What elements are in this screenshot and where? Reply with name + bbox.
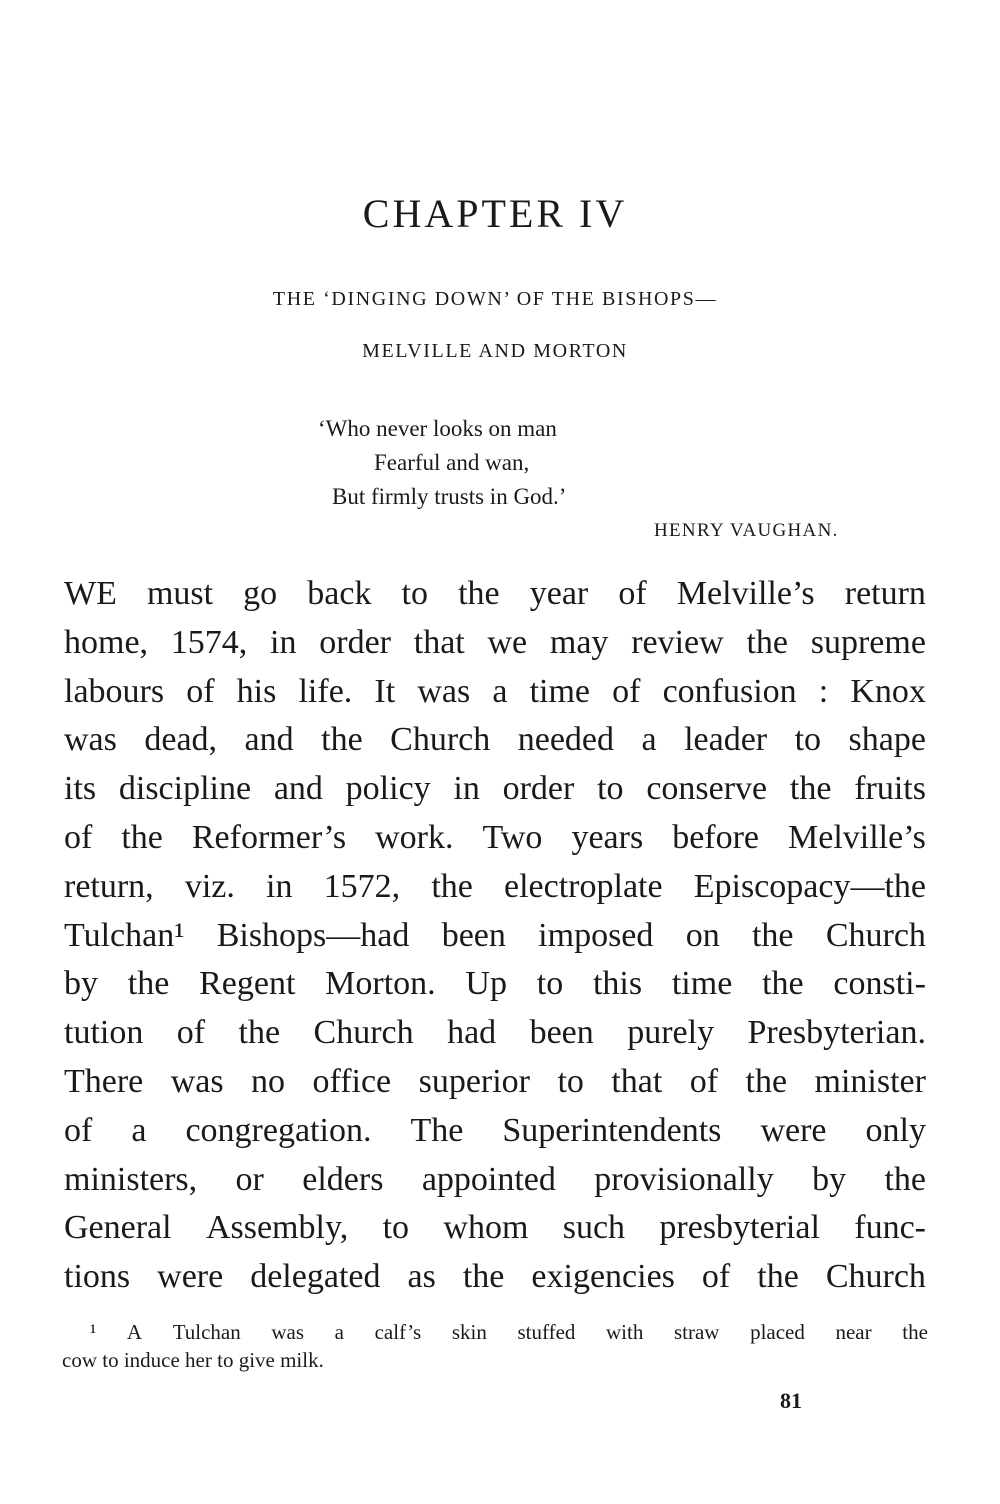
word: may [549,623,609,661]
word: years [571,818,644,856]
word: There [64,1062,144,1100]
word: was [170,1062,224,1100]
word: life. [298,672,353,710]
word: the [431,867,473,905]
word: order [319,623,391,661]
word: tions [64,1258,131,1296]
epigraph-attribution: HENRY VAUGHAN. [654,520,839,541]
word: the [902,1320,928,1344]
word: imposed [538,916,654,954]
word: the [238,1014,281,1052]
word: the [462,1258,505,1296]
word: Knox [850,672,926,710]
word: Two [482,818,543,856]
word: viz. [184,867,235,905]
word: : [818,672,829,710]
chapter-subtitle-line-1: THE ‘DINGING DOWN’ OF THE BISHOPS— [272,288,718,310]
word: in [270,623,297,661]
word: near [835,1320,872,1344]
word: were [760,1111,827,1149]
word: presbyterial [659,1209,820,1247]
word: to [597,770,624,808]
word: its [64,770,97,808]
body-line [64,1009,926,1058]
word: Church [825,1258,926,1296]
word: Morton. [325,965,436,1003]
word: the [121,818,163,856]
word: the [746,623,788,661]
word: elders [302,1160,384,1198]
word: appointed [421,1160,556,1198]
word: discipline [118,770,252,808]
word: on [685,916,720,954]
word: A [126,1320,143,1344]
word: Up [465,965,507,1003]
word: order [502,770,575,808]
footnote-line [62,1318,928,1346]
word: had [447,1014,497,1052]
word: 1574, [170,623,248,661]
word: such [562,1209,626,1247]
chapter-subtitle-line-2: MELVILLE AND MORTON [362,340,628,362]
word: Presbyterian. [747,1014,926,1052]
word: 1572, [323,867,401,905]
body-line [64,1156,926,1205]
word: minister [814,1062,926,1100]
epigraph-line: But firmly trusts in God.’ [332,484,567,509]
word: Regent [199,965,296,1003]
word: a [492,672,508,710]
word: to [536,965,564,1003]
epigraph-line: Fearful and wan, [374,450,530,475]
word: superior [418,1062,531,1100]
word: The [410,1111,464,1149]
word: of [64,818,93,856]
word: General [64,1209,172,1247]
word: of [618,575,647,612]
word: skin [451,1320,487,1344]
word: Melville’s [788,818,926,856]
body-line [64,1204,926,1253]
word: or [235,1160,264,1198]
word: the [458,575,500,612]
body-line [64,668,926,717]
word: It [374,672,396,710]
word: to [382,1209,410,1247]
body-line [64,765,926,814]
word: only [865,1111,926,1149]
word: back [307,575,372,612]
word: Tulchan [172,1320,241,1344]
word: Melville’s [676,575,815,612]
word: of [612,672,641,710]
word: conserve [646,770,768,808]
word: the [789,770,832,808]
word: Church [825,916,926,954]
word: WE [64,575,117,612]
body-line [64,619,926,668]
footnote [62,1318,928,1374]
epigraph-line: ‘Who never looks on man [318,416,557,441]
word: exigencies [531,1258,675,1296]
word: a [131,1111,147,1149]
word: calf’s [374,1320,422,1344]
word: Church [390,721,491,759]
word: purely [627,1014,715,1052]
body-line [64,1058,926,1107]
word: return, [64,867,154,905]
word: consti- [833,965,926,1003]
word: Superintendents [502,1111,722,1149]
word: needed [517,721,615,759]
word: the [762,965,804,1003]
word: to [794,721,822,759]
word: go [243,575,278,612]
word: to [401,575,428,612]
body-line [64,912,926,961]
word: in [453,770,480,808]
word: the [751,916,794,954]
body-line [64,716,926,765]
word: Reformer’s [191,818,347,856]
word: by [64,965,98,1003]
body-line [64,863,926,912]
word: stuffed [517,1320,576,1344]
word: Bishops—had [216,916,410,954]
body-line [64,1107,926,1156]
footnote-line: cow to induce her to give milk. [62,1348,324,1372]
word: office [312,1062,392,1100]
word: his [236,672,277,710]
word: the [127,965,170,1003]
word: ministers, [64,1160,198,1198]
word: by [812,1160,847,1198]
word: confusion [662,672,797,710]
word: of [176,1014,206,1052]
word: policy [345,770,431,808]
word: with [606,1320,644,1344]
body-line [64,570,926,619]
body-text [64,570,926,1302]
word: Tulchan¹ [64,916,185,954]
word: time [529,672,590,710]
word: to [557,1062,584,1100]
word: tution [64,1014,144,1052]
word: in [266,867,293,905]
word: return [844,575,926,612]
word: was [271,1320,305,1344]
word: Assembly, [205,1209,349,1247]
word: that [611,1062,663,1100]
word: was [64,721,117,759]
word: labours [64,672,165,710]
word: time [671,965,733,1003]
word: that [413,623,465,661]
word: before [672,818,760,856]
word: work. [375,818,454,856]
body-line [64,960,926,1009]
page-number: 81 [780,1388,802,1413]
word: year [529,575,589,612]
word: Episcopacy—the [693,867,926,905]
word: as [407,1258,436,1296]
word: of [186,672,215,710]
word: been [529,1014,594,1052]
word: placed [750,1320,805,1344]
word: whom [443,1209,529,1247]
word: the [757,1258,799,1296]
body-line [64,814,926,863]
word: of [64,1111,93,1149]
word: ¹ [90,1320,97,1344]
word: delegated [250,1258,381,1296]
word: dead, [144,721,218,759]
body-line [64,1253,926,1302]
word: straw [673,1320,720,1344]
word: we [487,623,528,661]
word: shape [848,721,926,759]
word: been [441,916,506,954]
word: provisionally [594,1160,774,1198]
word: leader [684,721,768,759]
word: the [745,1062,788,1100]
word: Church [313,1014,414,1052]
word: this [592,965,643,1003]
word: of [701,1258,731,1296]
word: func- [854,1209,926,1247]
word: were [157,1258,224,1296]
word: and [273,770,323,808]
chapter-title: CHAPTER IV [362,191,628,236]
word: the [884,1160,926,1198]
word: a [334,1320,344,1344]
word: of [689,1062,719,1100]
word: the [321,721,363,759]
word: no [251,1062,286,1100]
word: home, [64,623,149,661]
word: review [631,623,724,661]
word: must [146,575,214,612]
word: a [641,721,657,759]
word: fruits [854,770,926,808]
word: was [417,672,471,710]
word: congregation. [185,1111,372,1149]
word: supreme [810,623,926,661]
word: electroplate [504,867,663,905]
word: and [244,721,294,759]
